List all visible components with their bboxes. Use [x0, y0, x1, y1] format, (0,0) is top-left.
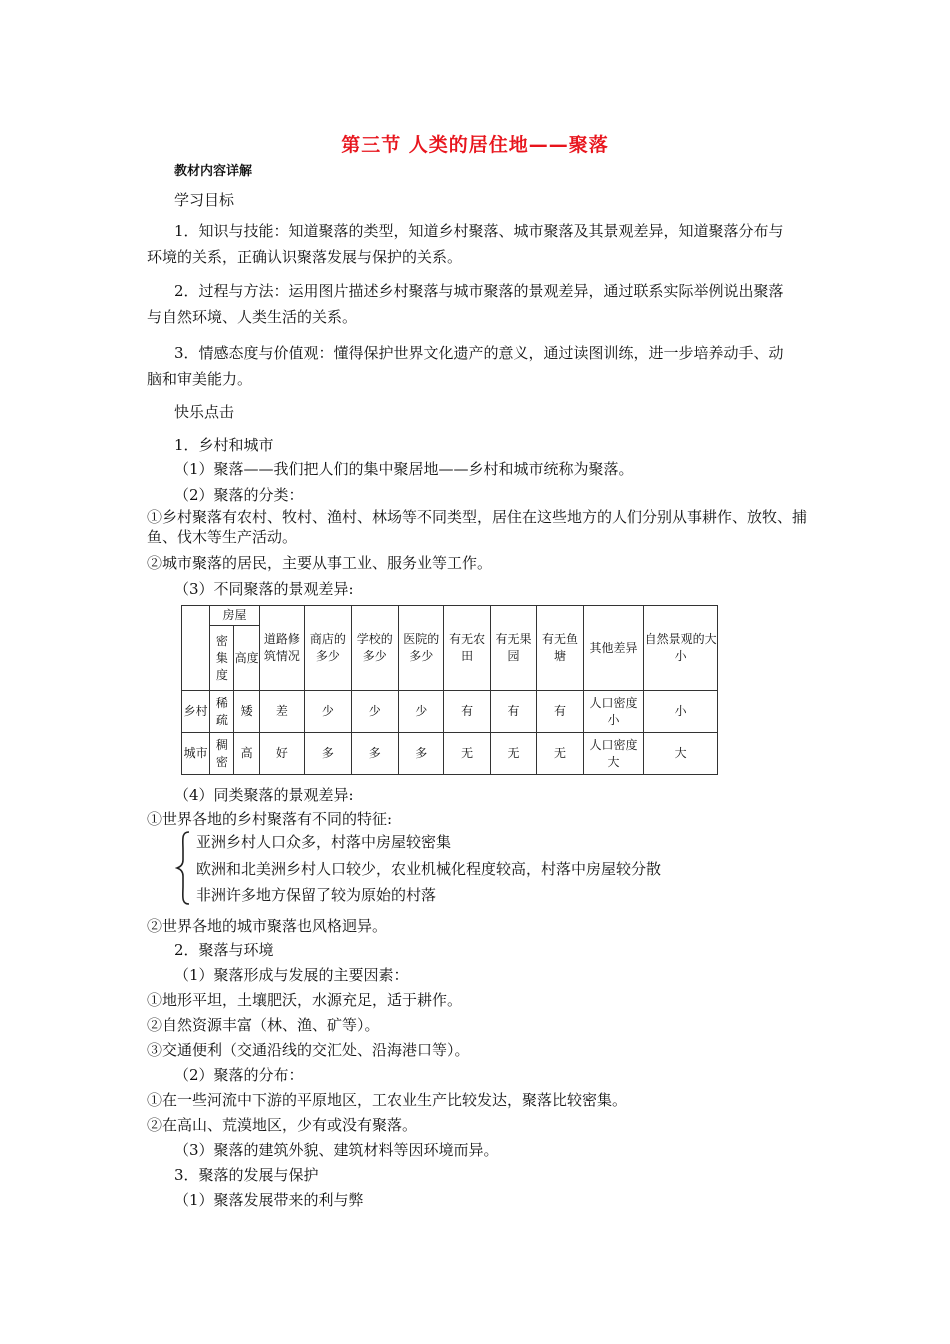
- s1-item-2: （2）聚落的分类：: [174, 486, 304, 504]
- farmland-header: 有无农田: [444, 606, 490, 691]
- goal-3: 3．情感态度与价值观：懂得保护世界文化遗产的意义，通过读图训练，进一步培养动手、动脑和审美能力。: [147, 344, 784, 388]
- row-name: 乡村: [182, 691, 210, 733]
- s3-item-1: （1）聚落发展带来的利与弊: [174, 1191, 364, 1209]
- s1-item-3: （3）不同聚落的景观差异:: [174, 580, 354, 598]
- table-cell: 无: [444, 733, 490, 775]
- table-cell: 少: [399, 691, 444, 733]
- height-header: 高度: [234, 626, 259, 691]
- click-heading: 快乐点击: [174, 403, 235, 421]
- table-cell: 小: [644, 691, 718, 733]
- corner-cell: [182, 606, 210, 691]
- table-row: [182, 691, 718, 733]
- s2-item-2b: ②在高山、荒漠地区，少有或没有聚落。: [147, 1116, 418, 1134]
- shops-header: 商店的多少: [305, 606, 351, 691]
- brace-item-1: 亚洲乡村人口众多，村落中房屋较密集: [196, 833, 452, 851]
- table-cell: 人口密度小: [583, 691, 644, 733]
- table-cell: 无: [490, 733, 536, 775]
- s2-item-1b: ②自然资源丰富（林、渔、矿等）。: [147, 1016, 380, 1034]
- table-cell: 矮: [234, 691, 259, 733]
- s3-heading: 3．聚落的发展与保护: [174, 1166, 319, 1184]
- table-cell: 稀疏: [210, 691, 234, 733]
- s2-item-2a: ①在一些河流中下游的平原地区，工农业生产比较发达，聚落比较密集。: [147, 1091, 628, 1109]
- s1-heading: 1．乡村和城市: [174, 436, 274, 454]
- table-cell: 无: [537, 733, 583, 775]
- s1-item-4: （4）同类聚落的景观差异:: [174, 786, 354, 804]
- road-header: 道路修筑情况: [259, 606, 304, 691]
- orchard-header: 有无果园: [490, 606, 536, 691]
- table-cell: 高: [234, 733, 259, 775]
- schools-header: 学校的多少: [351, 606, 398, 691]
- goal-1: 1．知识与技能：知道聚落的类型，知道乡村聚落、城市聚落及其景观差异，知道聚落分布与环境的关系，正确认识聚落发展与保护的关系。: [147, 222, 784, 266]
- fishpond-header: 有无鱼塘: [537, 606, 583, 691]
- table-row: [182, 733, 718, 775]
- s2-heading: 2．聚落与环境: [174, 941, 274, 959]
- nature-header: 自然景观的大小: [644, 606, 718, 691]
- s1-item-4a: ①世界各地的乡村聚落有不同的特征:: [147, 810, 393, 828]
- table-cell: 多: [305, 733, 351, 775]
- section-subhead: 教材内容详解: [174, 164, 253, 179]
- brace-item-2: 欧洲和北美洲乡村人口较少，农业机械化程度较高，村落中房屋较分散: [196, 860, 662, 878]
- table-cell: 人口密度大: [583, 733, 644, 775]
- table-cell: 有: [490, 691, 536, 733]
- s2-item-2: （2）聚落的分布：: [174, 1066, 304, 1084]
- other-header: 其他差异: [583, 606, 644, 691]
- table-cell: 多: [399, 733, 444, 775]
- density-header: 密集度: [210, 626, 234, 691]
- table-cell: 少: [351, 691, 398, 733]
- s1-item-4b: ②世界各地的城市聚落也风格迥异。: [147, 917, 388, 935]
- house-header: 房屋: [210, 606, 259, 626]
- curly-brace: [175, 830, 191, 906]
- table-cell: 好: [259, 733, 304, 775]
- s2-item-1: （1）聚落形成与发展的主要因素：: [174, 966, 409, 984]
- table-cell: 差: [259, 691, 304, 733]
- goal-2: 2．过程与方法：运用图片描述乡村聚落与城市聚落的景观差异，通过联系实际举例说出聚落与自然环境、人类生活的关系。: [147, 282, 784, 326]
- s2-item-1a: ①地形平坦，土壤肥沃，水源充足，适于耕作。: [147, 991, 463, 1009]
- table-cell: 多: [351, 733, 398, 775]
- table-cell: 有: [444, 691, 490, 733]
- s1-item-2b: ②城市聚落的居民，主要从事工业、服务业等工作。: [147, 554, 493, 572]
- goals-heading: 学习目标: [174, 191, 235, 209]
- s2-item-3: （3）聚落的建筑外貌、建筑材料等因环境而异。: [174, 1141, 499, 1159]
- table-cell: 有: [537, 691, 583, 733]
- s2-item-1c: ③交通便利（交通沿线的交汇处、沿海港口等）。: [147, 1041, 470, 1059]
- table-cell: 大: [644, 733, 718, 775]
- table-cell: 稠密: [210, 733, 234, 775]
- table-cell: 少: [305, 691, 351, 733]
- hospitals-header: 医院的多少: [399, 606, 444, 691]
- s1-item-2a: ①乡村聚落有农村、牧村、渔村、林场等不同类型，居住在这些地方的人们分别从事耕作、放牧、捕鱼、伐木等生产活动。: [147, 508, 808, 546]
- landscape-comparison-table: [181, 605, 718, 775]
- s1-item-1: （1）聚落——我们把人们的集中聚居地——乡村和城市统称为聚落。: [174, 460, 634, 478]
- page-title: 第三节 人类的居住地——聚落: [341, 134, 609, 156]
- brace-item-3: 非洲许多地方保留了较为原始的村落: [196, 886, 437, 904]
- row-name: 城市: [182, 733, 210, 775]
